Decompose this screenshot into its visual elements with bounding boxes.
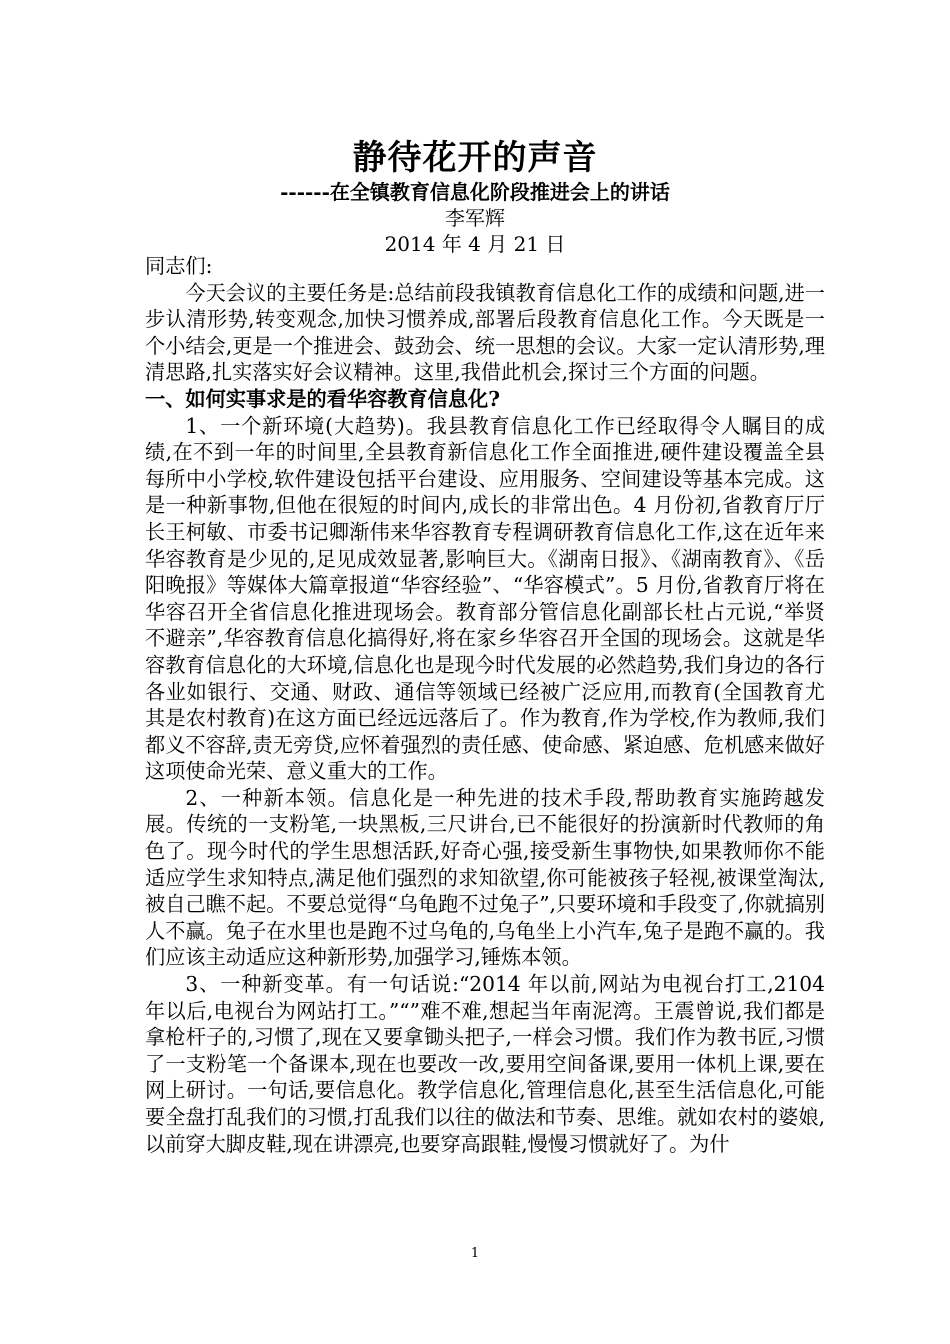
paragraph-point-3: 3、一种新变革。有一句话说:“2014 年以前,网站为电视台打工,2104 年以后,电视台为网站打工。”“”难不难,想起当年南泥湾。王震曾说,我们都是拿枪杆子的,习惯了,现在又要拿锄头把子,一样会习惯。我们作为教书匠,习惯了一支粉笔一个备课本,现在也要改一改,要用空间备课,要用一体机上课,要在网上研讨。一句话,要信息化。教学信息化,管理信息化,甚至生活信息化,可能要全盘打乱我们的习惯,打乱我们以往的做法和节奏、思维。就如农村的婆娘,以前穿大脚皮鞋,现在讲漂亮,也要穿高跟鞋,慢慢习惯就好了。为什 <box>145 972 825 1156</box>
document-title: 静待花开的声音 <box>352 138 598 178</box>
document-date: 2014 年 4 月 21 日 <box>384 232 566 256</box>
paragraph-point-1: 1、一个新环境(大趋势)。我县教育信息化工作已经取得令人瞩目的成绩,在不到一年的时间里,全县教育新信息化工作全面推进,硬件建设覆盖全县每所中小学校,软件建设包括平台建设、应用服务、空间建设等基本完成。这是一种新事物,但他在很短的时间内,成长的非常出色。4 月份初,省教育厅厅长王柯敏、市委书记卿渐伟来华容教育专程调研教育信息化工作,这在近年来华容教育是少见的,足见成效显著,影响巨大。《湖南日报》、《湖南教育》、《岳阳晚报》等媒体大篇章报道“华容经验”、“华容模式”。5 月份,省教育厅将在华容召开全省信息化推进现场会。教育部分管信息化副部长杜占元说,“举贤不避亲”,华容教育信息化搞得好,将在家乡华容召开全国的现场会。这就是华容教育信息化的大环境,信息化也是现今时代发展的必然趋势,我们身边的各行各业如银行、交通、财政、通信等领域已经被广泛应用,而教育(全国教育尤其是农村教育)在这方面已经远远落后了。作为教育,作为学校,作为教师,我们都义不容辞,责无旁贷,应怀着强烈的责任感、使命感、紧迫感、危机感来做好这项使命光荣、意义重大的工作。 <box>145 413 825 784</box>
salutation: 同志们: <box>145 254 213 278</box>
section-heading: 一、如何实事求是的看华容教育信息化? <box>145 386 501 411</box>
document-body <box>145 253 825 1157</box>
paragraph-point-2: 2、一种新本领。信息化是一种先进的技术手段,帮助教育实施跨越发展。传统的一支粉笔,一块黑板,三尺讲台,已不能很好的扮演新时代教师的角色了。现今时代的学生思想活跃,好奇心强,接受新生事物快,如果教师你不能适应学生求知特点,满足他们强烈的求知欲望,你可能被孩子轻视,被课堂淘汰,被自己瞧不起。不要总觉得“乌龟跑不过兔子”,只要环境和手段变了,你就搞别人不赢。兔子在水里也是跑不过乌龟的,乌龟坐上小汽车,兔子是跑不赢的。我们应该主动适应这种新形势,加强学习,锤炼本领。 <box>145 785 825 970</box>
paragraph-intro: 今天会议的主要任务是:总结前段我镇教育信息化工作的成绩和问题,进一步认清形势,转变观念,加快习惯养成,部署后段教育信息化工作。今天既是一个小结会,更是一个推进会、鼓劲会、统一思想的会议。大家一定认清形势,理清思路,扎实落实好会议精神。这里,我借此机会,探讨三个方面的问题。 <box>145 280 825 385</box>
document-subtitle: ------在全镇教育信息化阶段推进会上的讲话 <box>280 180 670 204</box>
document-author: 李军辉 <box>445 206 505 230</box>
page-number: 1 <box>470 1246 480 1261</box>
